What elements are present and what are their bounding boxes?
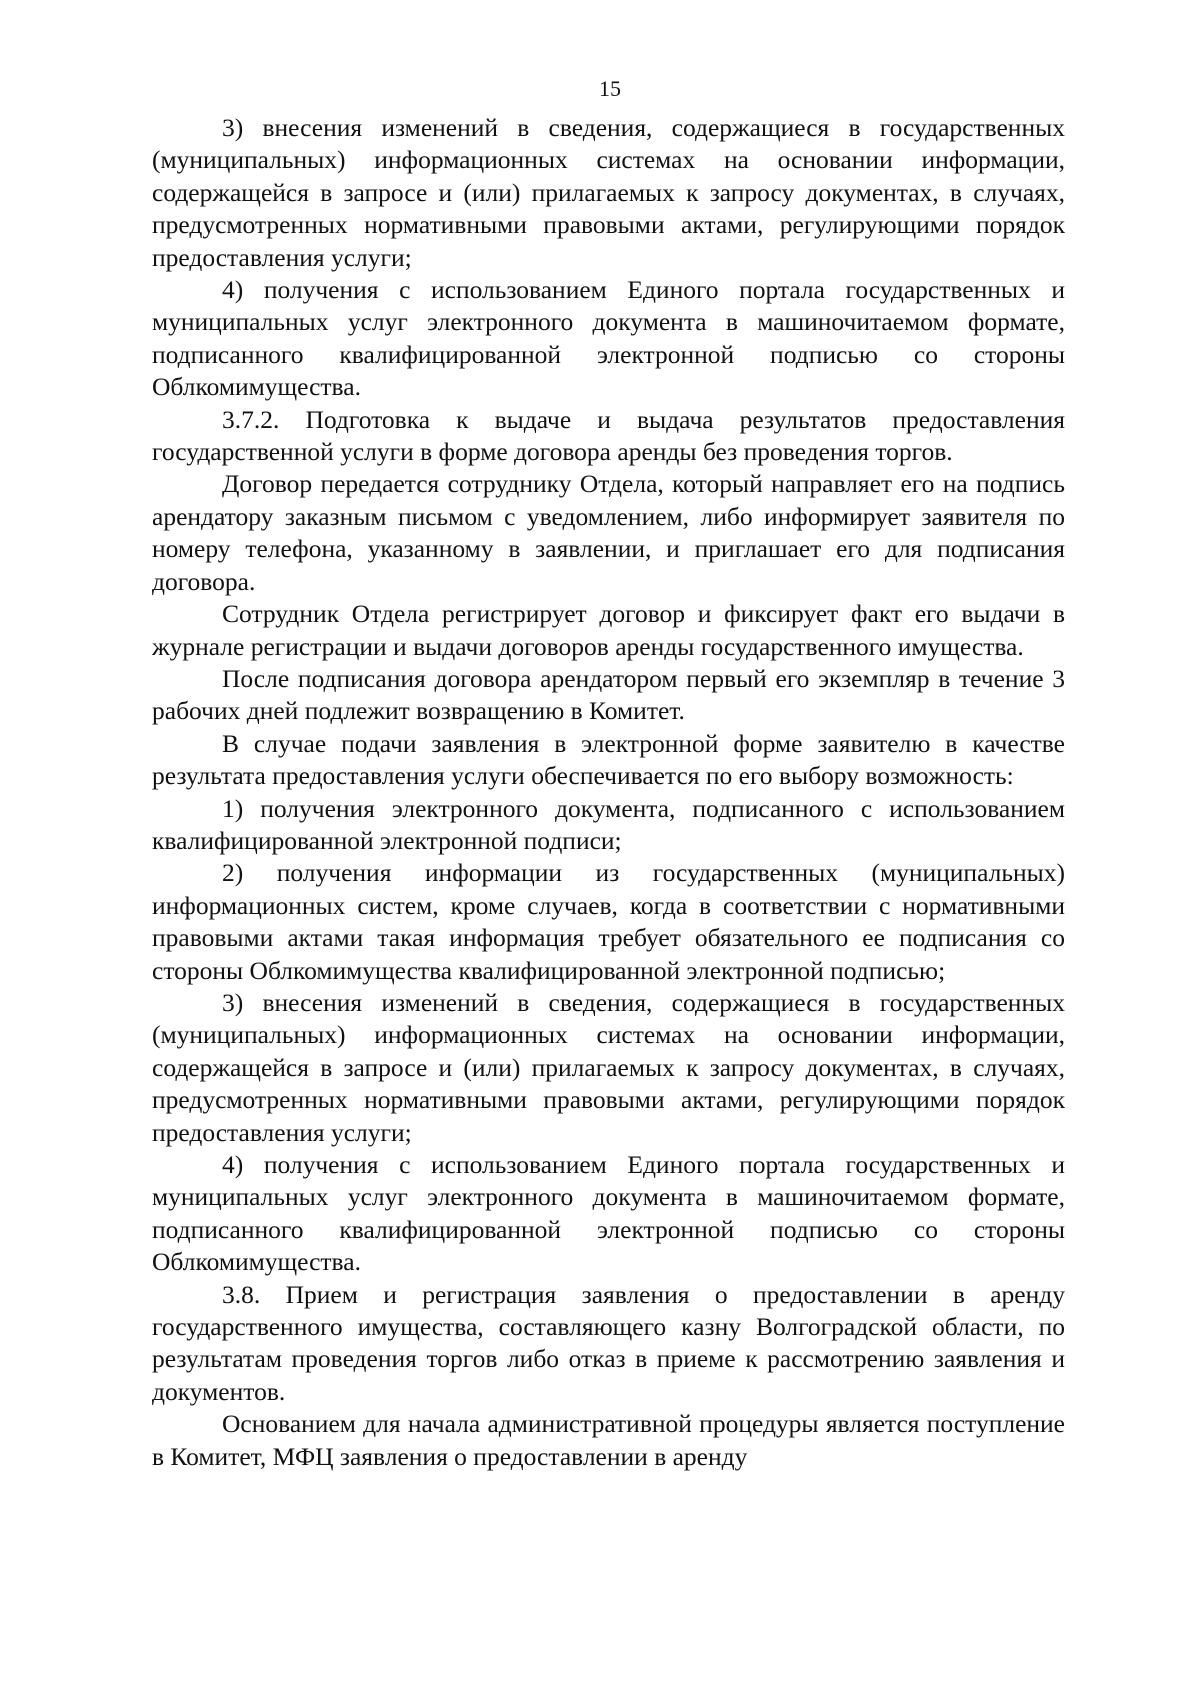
paragraph-contract-registration: Сотрудник Отдела регистрирует договор и фиксирует факт его выдачи в журнале регистрации и выдачи договоров аренды государственного имущества. bbox=[152, 599, 1065, 661]
paragraph-option-1: 1) получения электронного документа, подписанного с использованием квалифицированной электронной подписи; bbox=[152, 793, 1065, 855]
paragraph-procedure-basis: Основанием для начала административной процедуры является поступление в Комитет, МФЦ заявления о предоставлении в аренду bbox=[152, 1409, 1065, 1471]
paragraph-option-2: 2) получения информации из государственных (муниципальных) информационных систем, кроме случаев, когда в соответствии с нормативными правовыми актами такая информация требует обязательного ее подписания со стороны Облкомимущества квалифицированной электронной подписью; bbox=[152, 858, 1065, 985]
paragraph-item-4-portal-document: 4) получения с использованием Единого портала государственных и муниципальных услуг электронного документа в машиночитаемом формате, подписанного квалифицированной электронной подписью со стороны Облкомимущества. bbox=[152, 275, 1065, 402]
paragraph-item-3-amendments: 3) внесения изменений в сведения, содержащиеся в государственных (муниципальных) информационных системах на основании информации, содержащейся в запросе и (или) прилагаемых к запросу документах, в случаях, предусмотренных нормативными правовыми актами, регулирующими порядок предоставления услуги; bbox=[152, 113, 1065, 272]
paragraph-electronic-application: В случае подачи заявления в электронной форме заявителю в качестве результата предоставления услуги обеспечивается по его выбору возможность: bbox=[152, 728, 1065, 791]
paragraph-contract-return: После подписания договора арендатором первый его экземпляр в течение 3 рабочих дней подлежит возвращению в Комитет. bbox=[152, 663, 1065, 726]
paragraph-contract-transfer: Договор передается сотруднику Отдела, который направляет его на подпись арендатору заказным письмом с уведомлением, либо информирует заявителя по номеру телефона, указанному в заявлении, и приглашает его для подписания договора. bbox=[152, 469, 1065, 596]
paragraph-section-3-7-2: 3.7.2. Подготовка к выдаче и выдача результатов предоставления государственной услуги в форме договора аренды без проведения торгов. bbox=[152, 404, 1065, 467]
page-number: 15 bbox=[599, 76, 621, 101]
paragraph-section-3-8: 3.8. Прием и регистрация заявления о предоставлении в аренду государственного имущества, составляющего казну Волгоградской области, по результатам проведения торгов либо отказ в приеме к рассмотрению заявления и документов. bbox=[152, 1279, 1065, 1406]
paragraph-option-4: 4) получения с использованием Единого портала государственных и муниципальных услуг электронного документа в машиночитаемом формате, подписанного квалифицированной электронной подписью со стороны Облкомимущества. bbox=[152, 1150, 1065, 1277]
paragraph-option-3: 3) внесения изменений в сведения, содержащиеся в государственных (муниципальных) информационных системах на основании информации, содержащейся в запросе и (или) прилагаемых к запросу документах, в случаях, предусмотренных нормативными правовыми актами, регулирующими порядок предоставления услуги; bbox=[152, 987, 1065, 1147]
document-body bbox=[152, 112, 1065, 1473]
